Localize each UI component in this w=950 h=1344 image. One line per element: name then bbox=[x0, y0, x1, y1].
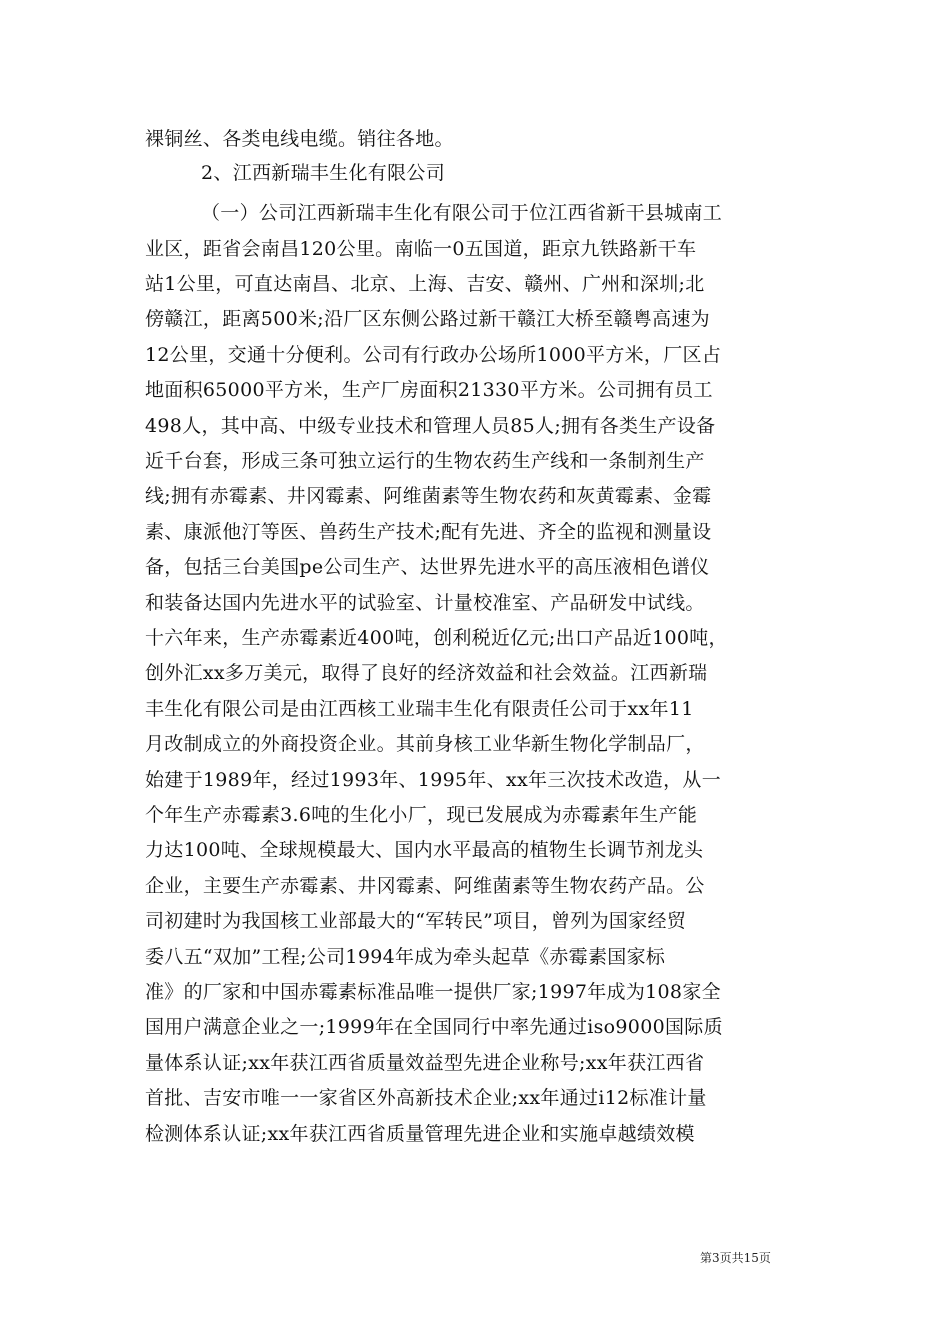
text-line-3: （一）公司江西新瑞丰生化有限公司于位江西省新干县城南工 bbox=[201, 202, 723, 224]
text-line-13: 备，包括三台美国pe公司生产、达世界先进水平的高压液相色谱仪 bbox=[145, 556, 710, 578]
text-line-5: 站1公里，可直达南昌、北京、上海、吉安、赣州、广州和深圳;北 bbox=[145, 273, 705, 295]
text-line-9: 498人，其中高、中级专业技术和管理人员85人;拥有各类生产设备 bbox=[145, 415, 716, 437]
text-line-6: 傍赣江，距离500米;沿厂区东侧公路过新干赣江大桥至赣粤高速为 bbox=[145, 308, 710, 330]
text-line-4: 业区，距省会南昌120公里。南临一0五国道，距京九铁路新干车 bbox=[145, 238, 697, 260]
text-line-22: 企业，主要生产赤霉素、井冈霉素、阿维菌素等生物农药产品。公 bbox=[145, 875, 705, 897]
text-line-1: 裸铜丝、各类电线电缆。销往各地。 bbox=[145, 128, 454, 150]
text-line-29: 检测体系认证;xx年获江西省质量管理先进企业和实施卓越绩效模 bbox=[145, 1123, 695, 1145]
text-line-8: 地面积65000平方米，生产厂房面积21330平方米。公司拥有员工 bbox=[145, 379, 713, 401]
text-line-27: 量体系认证;xx年获江西省质量效益型先进企业称号;xx年获江西省 bbox=[145, 1052, 705, 1074]
text-line-7: 12公里，交通十分便利。公司有行政办公场所1000平方米，厂区占 bbox=[145, 344, 722, 366]
text-line-20: 个年生产赤霉素3.6吨的生化小厂，现已发展成为赤霉素年生产能 bbox=[145, 804, 698, 826]
text-line-26: 国用户满意企业之一;1999年在全国同行中率先通过iso9000国际质 bbox=[145, 1016, 723, 1038]
text-line-12: 素、康派他汀等医、兽药生产技术;配有先进、齐全的监视和测量设 bbox=[145, 521, 712, 543]
text-line-14: 和装备达国内先进水平的试验室、计量校准室、产品研发中试线。 bbox=[145, 592, 705, 614]
text-line-16: 创外汇xx多万美元，取得了良好的经济效益和社会效益。江西新瑞 bbox=[145, 662, 708, 684]
text-line-10: 近千台套，形成三条可独立运行的生物农药生产线和一条制剂生产 bbox=[145, 450, 705, 472]
section-heading: 2、江西新瑞丰生化有限公司 bbox=[201, 162, 445, 184]
text-line-11: 线;拥有赤霉素、井冈霉素、阿维菌素等生物农药和灰黄霉素、金霉 bbox=[145, 485, 712, 507]
text-line-18: 月改制成立的外商投资企业。其前身核工业华新生物化学制品厂， bbox=[145, 733, 705, 755]
text-line-15: 十六年来，生产赤霉素近400吨，创利税近亿元;出口产品近100吨， bbox=[145, 627, 728, 649]
text-line-25: 准》的厂家和中国赤霉素标准品唯一提供厂家;1997年成为108家全 bbox=[145, 981, 721, 1003]
text-line-17: 丰生化有限公司是由江西核工业瑞丰生化有限责任公司于xx年11 bbox=[145, 698, 694, 720]
text-line-23: 司初建时为我国核工业部最大的“军转民”项目，曾列为国家经贸 bbox=[145, 910, 687, 932]
text-line-21: 力达100吨、全球规模最大、国内水平最高的植物生长调节剂龙头 bbox=[145, 839, 704, 861]
page-number: 第3页共15页 bbox=[700, 1251, 771, 1265]
text-line-19: 始建于1989年，经过1993年、1995年、xx年三次技术改造，从一 bbox=[145, 769, 721, 791]
text-line-28: 首批、吉安市唯一一家省区外高新技术企业;xx年通过i12标准计量 bbox=[145, 1087, 707, 1109]
text-line-24: 委八五“双加”工程;公司1994年成为牵头起草《赤霉素国家标 bbox=[145, 946, 666, 968]
